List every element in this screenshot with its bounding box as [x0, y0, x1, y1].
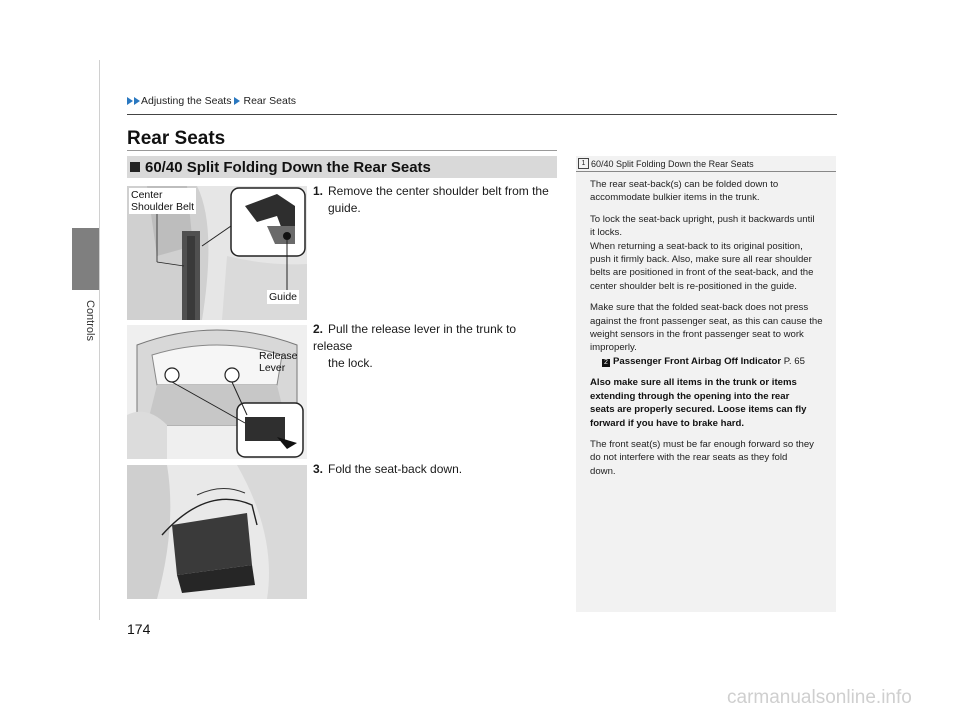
step-number: 1. — [313, 184, 324, 198]
section-header — [127, 156, 557, 178]
arrow-icon — [234, 97, 240, 105]
callout-release-lever — [257, 349, 300, 375]
section-title: 60/40 Split Folding Down the Rear Seats — [145, 158, 431, 176]
note-line: improperly. — [590, 342, 637, 354]
callout-line: Release — [259, 350, 298, 362]
page-reference-link[interactable] — [576, 355, 836, 368]
step-number: 2. — [313, 322, 324, 336]
warning-line — [576, 403, 836, 416]
header-rule — [127, 114, 837, 115]
square-bullet-icon — [130, 162, 140, 172]
note-line: center shoulder belt is re-positioned in the guide. — [590, 280, 797, 292]
step-number: 3. — [313, 462, 324, 476]
step-text: Remove the center shoulder belt from the — [328, 184, 549, 198]
step-2 — [313, 321, 558, 372]
figure-release-lever — [127, 325, 307, 459]
note-icon: 1 — [578, 158, 589, 169]
callout-center-belt — [129, 188, 196, 214]
warning-text: forward if you have to brake hard. — [590, 417, 745, 429]
note-line: The rear seat-back(s) can be folded down to — [590, 179, 779, 190]
reference-page: P. 65 — [781, 355, 805, 367]
note-line: it locks. — [590, 227, 622, 239]
page-number: 174 — [127, 621, 151, 637]
note-title: 60/40 Split Folding Down the Rear Seats — [591, 158, 754, 169]
warning-line — [576, 390, 836, 403]
note-line: The front seat(s) must be far enough forward so they — [590, 438, 814, 450]
note-header — [576, 156, 836, 172]
note-line: down. — [590, 465, 616, 477]
step-text: Fold the seat-back down. — [328, 462, 463, 476]
note-sidebar — [576, 156, 836, 612]
step-text: Pull the release lever in the trunk to release — [313, 322, 517, 353]
warning-text: extending through the opening into the rear — [590, 390, 790, 402]
warning-text: Also make sure all items in the trunk or items — [590, 377, 797, 389]
reference-title: Passenger Front Airbag Off Indicator — [613, 355, 782, 367]
note-line: To lock the seat-back upright, push it backwards until — [590, 213, 815, 225]
watermark: carmanualsonline.info — [727, 687, 912, 708]
page-title: Rear Seats — [127, 128, 226, 149]
chapter-tab — [72, 228, 99, 290]
arrow-icon — [134, 97, 140, 105]
step-text: the lock. — [328, 356, 373, 370]
warning-text: seats are properly secured. Loose items can fly — [590, 404, 807, 416]
title-rule — [127, 150, 557, 151]
margin-divider — [99, 60, 100, 620]
note-line: push it firmly back. Also, make sure all rear shoulder — [590, 254, 812, 266]
breadcrumb-item[interactable]: Adjusting the Seats — [141, 95, 232, 107]
figure-center-belt — [127, 186, 307, 320]
note-line: belts are positioned in front of the seat-back, and the — [590, 267, 814, 279]
warning-line — [576, 376, 836, 389]
note-line: Make sure that the folded seat-back does not press — [590, 302, 809, 314]
breadcrumb-item[interactable]: Rear Seats — [243, 95, 297, 107]
note-line: do not interfere with the rear seats as they fold — [590, 452, 788, 464]
note-line: against the front passenger seat, as this can cause the — [590, 315, 823, 327]
arrow-icon — [127, 97, 133, 105]
callout-guide: Guide — [269, 291, 298, 303]
callout-line: Shoulder Belt — [131, 201, 195, 213]
reference-icon: 2 — [602, 359, 610, 367]
note-line: weight sensors in the front passenger seat to work — [590, 329, 804, 341]
breadcrumb — [127, 95, 296, 107]
note-line: accommodate bulkier items in the trunk. — [590, 192, 760, 204]
callout-line: Lever — [259, 362, 286, 374]
note-line: When returning a seat-back to its original position, — [590, 240, 803, 252]
chapter-label: Controls — [84, 300, 96, 341]
warning-line — [576, 417, 836, 430]
step-3 — [313, 461, 558, 478]
step-text: guide. — [328, 201, 361, 215]
step-1 — [313, 183, 558, 217]
figure-fold-seatback — [127, 465, 307, 599]
callout-line: Center — [131, 189, 163, 201]
